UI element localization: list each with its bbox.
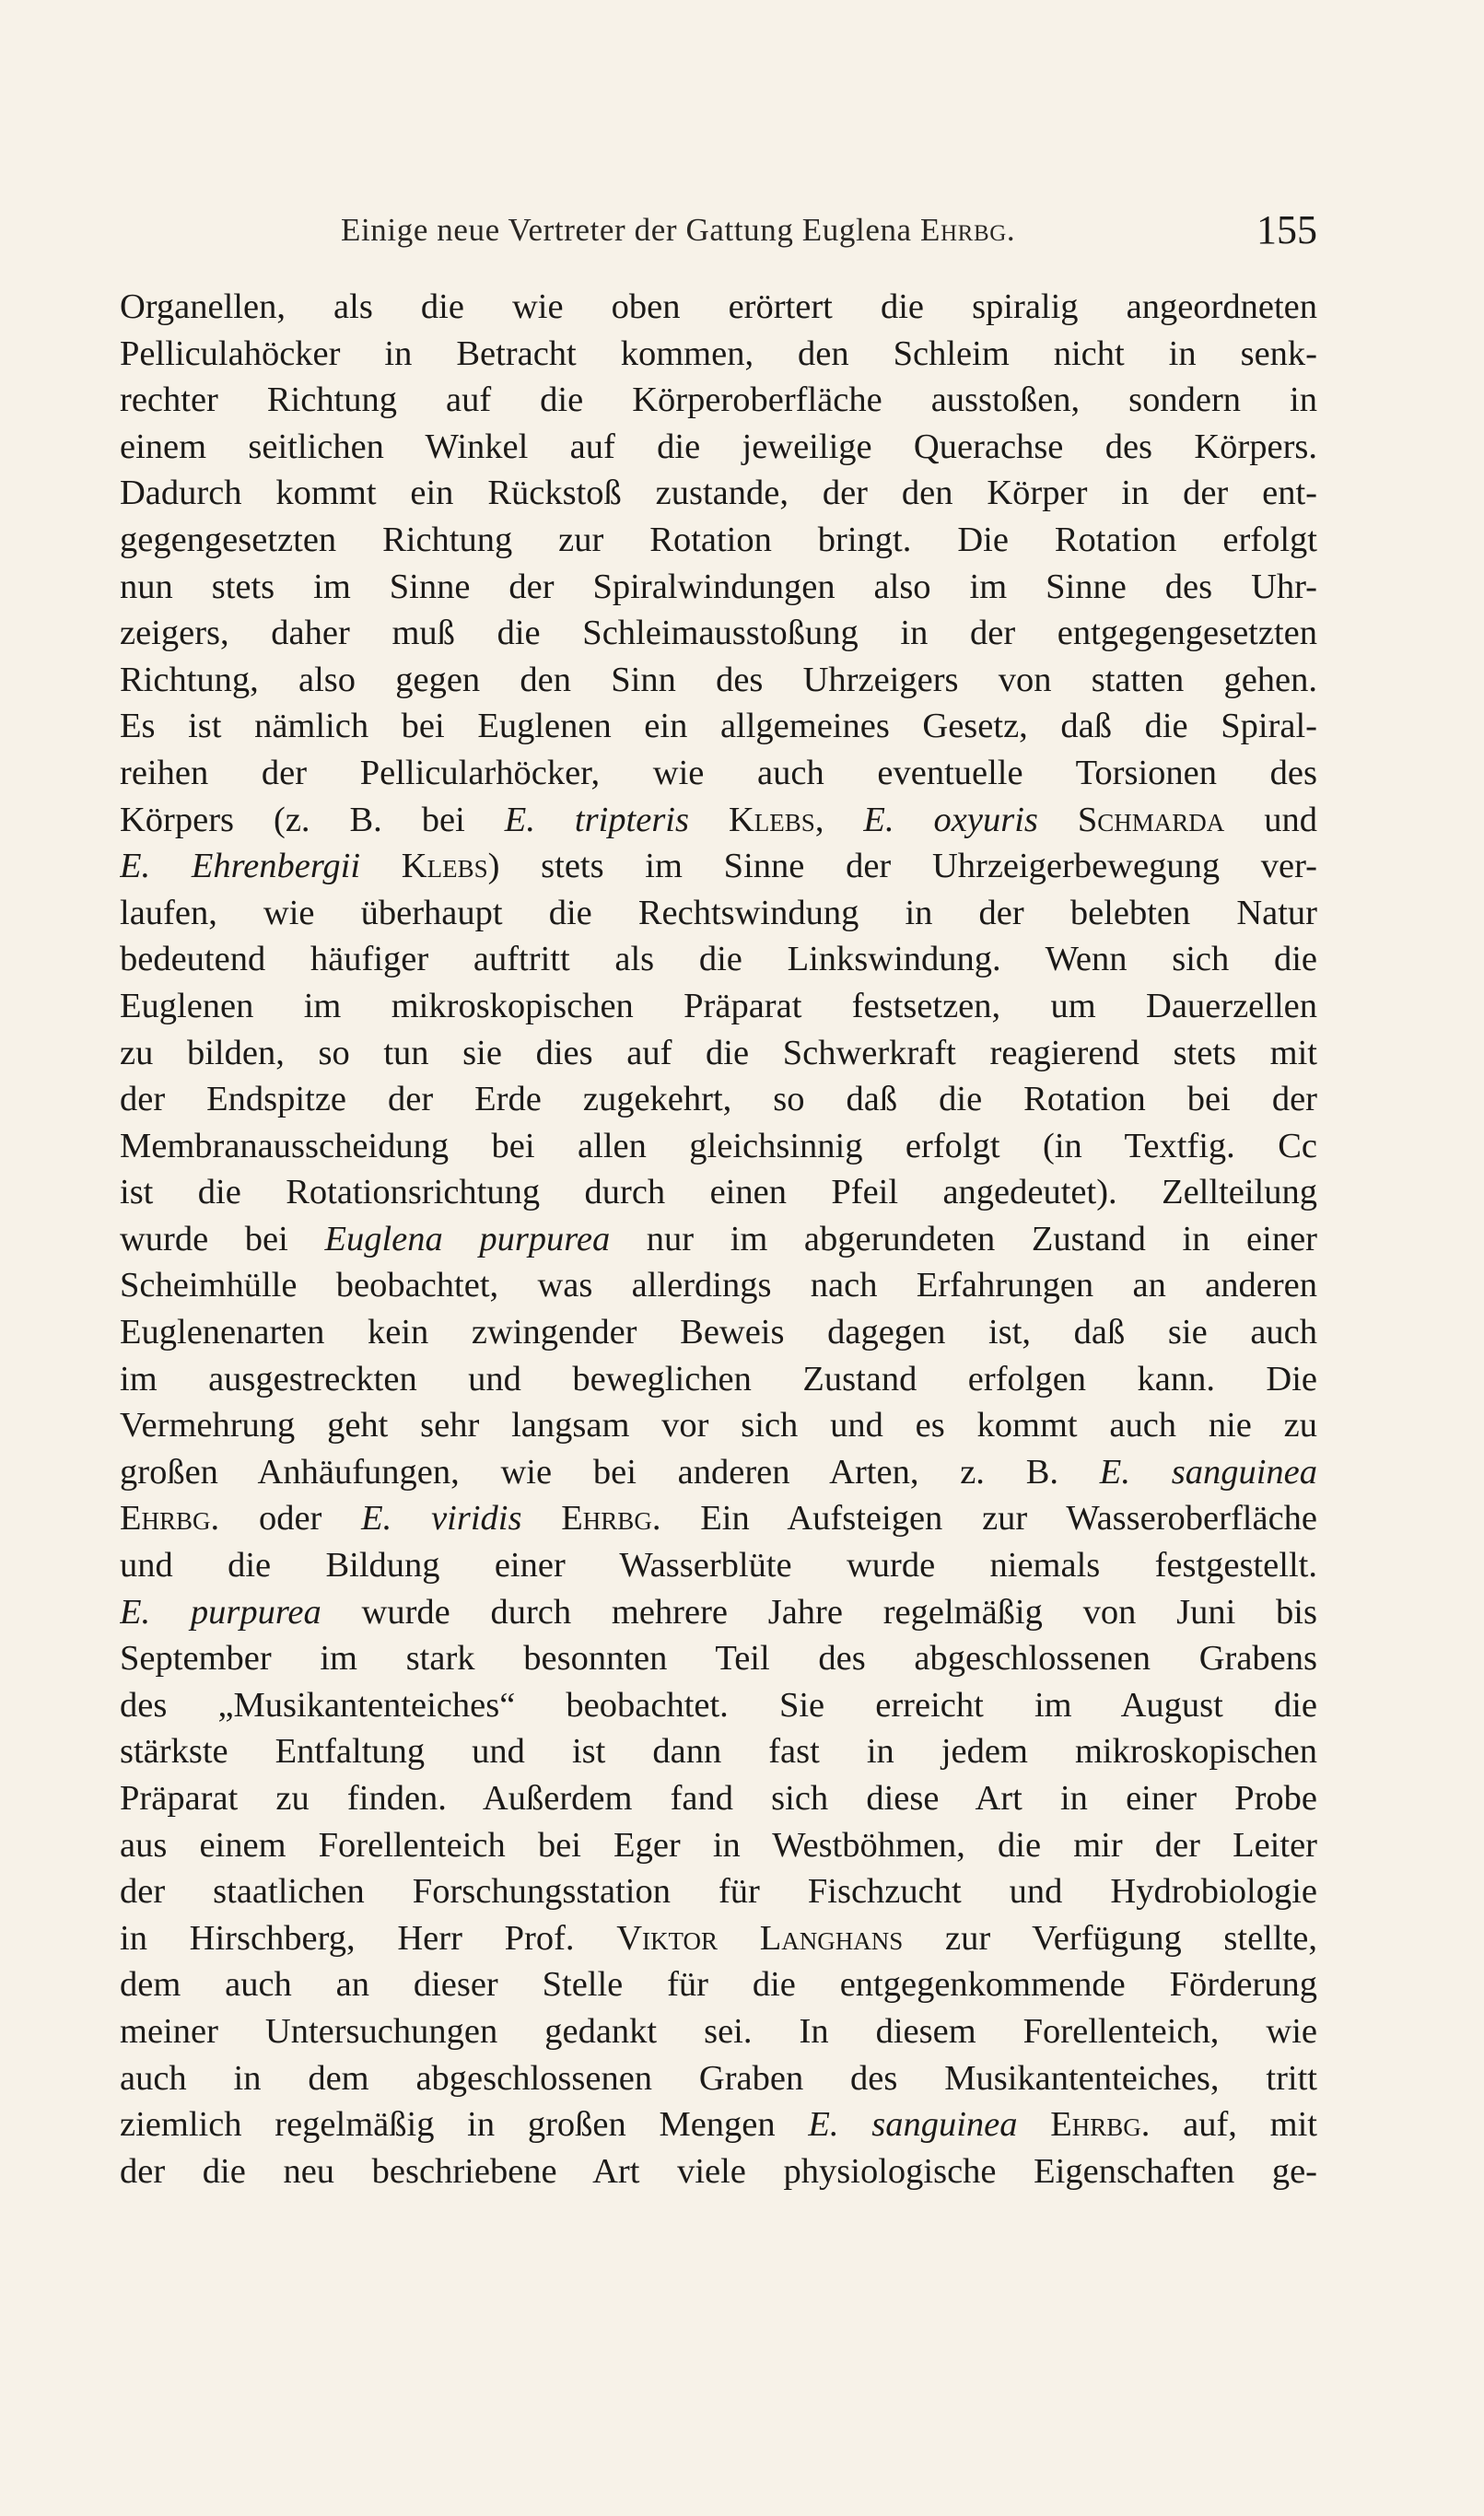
text-line [120, 1589, 1317, 1636]
italic-text: E. purpurea [120, 1592, 321, 1632]
text-run: und [1224, 800, 1317, 839]
text-run: einem seitlichen Winkel auf die jeweilige Querachse des Körpers. [120, 427, 1317, 466]
text-run: auch in dem abgeschlossenen Graben des Musikantenteiches, tritt [120, 2058, 1317, 2098]
text-line [120, 1402, 1317, 1449]
text-line [120, 1076, 1317, 1123]
text-run: reihen der Pellicularhöcker, wie auch eventuelle Torsionen des [120, 753, 1317, 792]
italic-text: E. sanguinea [808, 2105, 1018, 2145]
text-line [120, 1169, 1317, 1216]
text-run: ) stets im Sinne der Uhrzeigerbewegung ver- [487, 847, 1317, 886]
smallcaps-text: Viktor Langhans [616, 1918, 904, 1958]
smallcaps-text: Klebs [728, 800, 815, 839]
text-line [120, 843, 1317, 890]
text-line [120, 470, 1317, 517]
italic-text: E. viridis [361, 1499, 522, 1539]
text-run: nur im abgerundeten Zustand in einer [610, 1219, 1317, 1258]
text-line [120, 424, 1317, 471]
text-line [120, 610, 1317, 657]
text-run: zu bilden, so tun sie dies auf die Schwerkraft reagierend stets mit [120, 1033, 1317, 1072]
text-run: meiner Untersuchungen gedankt sei. In diesem Forellenteich, wie [120, 2011, 1317, 2051]
text-run: Ein Aufsteigen zur Wasseroberfläche [660, 1499, 1317, 1539]
text-line [120, 1123, 1317, 1170]
italic-text: E. tripteris [504, 800, 689, 839]
text-line [120, 1961, 1317, 2008]
text-run: nun stets im Sinne der Spiralwindungen also im Sinne des Uhr- [120, 567, 1317, 606]
italic-text: E. sanguinea [1099, 1452, 1317, 1492]
running-head-title: Einige neue Vertreter der Gattung Euglena [341, 212, 912, 248]
text-line [120, 1262, 1317, 1309]
text-run: Vermehrung geht sehr langsam vor sich und es kommt auch nie zu [120, 1406, 1317, 1445]
text-run: ziemlich regelmäßig in großen Mengen [120, 2105, 809, 2145]
text-run: der die neu beschriebene Art viele physiologische Eigenschaften ge- [120, 2151, 1317, 2191]
text-line [120, 1495, 1317, 1542]
text-run [689, 801, 729, 839]
text-line [120, 1868, 1317, 1915]
italic-text: E. Ehrenbergii [120, 847, 361, 886]
smallcaps-text: Klebs [401, 847, 488, 886]
text-run: aus einem Forellenteich bei Eger in Westböhmen, die mir der Leiter [120, 1825, 1317, 1865]
running-head [341, 212, 1015, 249]
text-run: Körpers (z. B. bei [120, 800, 505, 839]
text-line [120, 936, 1317, 983]
smallcaps-text: Ehrbg. [561, 1499, 661, 1539]
text-run: des „Musikantenteiches“ beobachtet. Sie erreicht im August die [120, 1685, 1317, 1725]
text-line [120, 1542, 1317, 1589]
text-run: rechter Richtung auf die Körperoberfläche ausstoßen, sondern in [120, 380, 1317, 420]
text-line [120, 1635, 1317, 1682]
text-run: Es ist nämlich bei Euglenen ein allgemeines Gesetz, daß die Spiral- [120, 707, 1317, 746]
text-line [120, 284, 1317, 331]
text-run: Richtung, also gegen den Sinn des Uhrzeigers von statten gehen. [120, 660, 1317, 699]
text-line [120, 517, 1317, 564]
page-header [120, 205, 1317, 260]
text-run: bedeutend häufiger auftritt als die Linkswindung. Wenn sich die [120, 940, 1317, 979]
text-line [120, 1030, 1317, 1077]
text-run: Organellen, als die wie oben erörtert die spiralig angeordneten [120, 287, 1317, 326]
text-line [120, 377, 1317, 424]
text-run: im ausgestreckten und beweglichen Zustand erfolgen kann. Die [120, 1359, 1317, 1398]
text-run: Membranausscheidung bei allen gleichsinnig erfolgt (in Textfig. Cc [120, 1126, 1317, 1165]
running-head-author-abbrev: Ehrbg. [920, 212, 1016, 248]
text-run: der Endspitze der Erde zugekehrt, so daß die Rotation bei der [120, 1080, 1317, 1119]
text-run: zeigers, daher muß die Schleimausstoßung in der entgegengesetzten [120, 614, 1317, 653]
text-run: großen Anhäufungen, wie bei anderen Arten, z. B. [120, 1452, 1100, 1492]
text-run: September im stark besonnten Teil des abgeschlossenen Grabens [120, 1639, 1317, 1679]
text-run [1038, 801, 1078, 839]
text-run: der staatlichen Forschungsstation für Fischzucht und Hydrobiologie [120, 1872, 1317, 1912]
text-line [120, 1775, 1317, 1822]
body-paragraph [120, 284, 1317, 2194]
text-line [120, 564, 1317, 611]
text-line [120, 1728, 1317, 1775]
page-number: 155 [1256, 207, 1317, 252]
text-line [120, 2101, 1317, 2148]
text-run: auf, mit [1150, 2105, 1317, 2145]
smallcaps-text: Ehrbg. [120, 1499, 220, 1539]
italic-text: E. oxyuris [863, 800, 1038, 839]
text-line [120, 890, 1317, 937]
text-run [360, 847, 402, 885]
text-run: wurde durch mehrere Jahre regelmäßig von Juni bis [321, 1592, 1317, 1632]
text-run: Dadurch kommt ein Rückstoß zustande, der den Körper in der ent- [120, 474, 1317, 513]
text-line [120, 1682, 1317, 1729]
smallcaps-text: Schmarda [1077, 800, 1225, 839]
text-run: Präparat zu finden. Außerdem fand sich diese Art in einer Probe [120, 1779, 1317, 1818]
text-run: wurde bei [120, 1219, 325, 1258]
text-run: dem auch an dieser Stelle für die entgegenkommende Förderung [120, 1965, 1317, 2005]
text-run: in Hirschberg, Herr Prof. [120, 1918, 617, 1958]
text-line [120, 1822, 1317, 1869]
text-run: , [814, 800, 864, 839]
text-run: Scheimhülle beobachtet, was allerdings nach Erfahrungen an anderen [120, 1266, 1317, 1305]
text-run: zur Verfügung stellte, [903, 1918, 1317, 1958]
text-line [120, 1309, 1317, 1356]
text-run: ist die Rotationsrichtung durch einen Pfeil angedeutet). Zellteilung [120, 1173, 1317, 1212]
text-run: gegengesetzten Richtung zur Rotation bringt. Die Rotation erfolgt [120, 520, 1317, 559]
text-line [120, 2008, 1317, 2055]
text-line [120, 331, 1317, 378]
text-line [120, 657, 1317, 704]
text-line [120, 983, 1317, 1030]
text-line [120, 2055, 1317, 2102]
text-run: Euglenen im mikroskopischen Präparat festsetzen, um Dauerzellen [120, 986, 1317, 1025]
text-run [1018, 2105, 1051, 2144]
text-run: Pelliculahöcker in Betracht kommen, den Schleim nicht in senk- [120, 334, 1317, 373]
text-run: stärkste Entfaltung und ist dann fast in jedem mikroskopischen [120, 1732, 1317, 1772]
text-run: laufen, wie überhaupt die Rechtswindung in der belebten Natur [120, 893, 1317, 932]
text-run: oder [219, 1499, 362, 1539]
text-line [120, 750, 1317, 797]
text-line [120, 1915, 1317, 1962]
text-line [120, 797, 1317, 844]
text-line [120, 2148, 1317, 2195]
italic-text: Euglena purpurea [324, 1219, 611, 1258]
text-line [120, 1449, 1317, 1496]
text-line [120, 703, 1317, 750]
text-run: Euglenenarten kein zwingender Beweis dagegen ist, daß sie auch [120, 1313, 1317, 1352]
smallcaps-text: Ehrbg. [1050, 2105, 1151, 2145]
text-run: und die Bildung einer Wasserblüte wurde niemals festgestellt. [120, 1546, 1317, 1586]
text-line [120, 1356, 1317, 1403]
text-run [521, 1499, 561, 1538]
text-line [120, 1216, 1317, 1263]
